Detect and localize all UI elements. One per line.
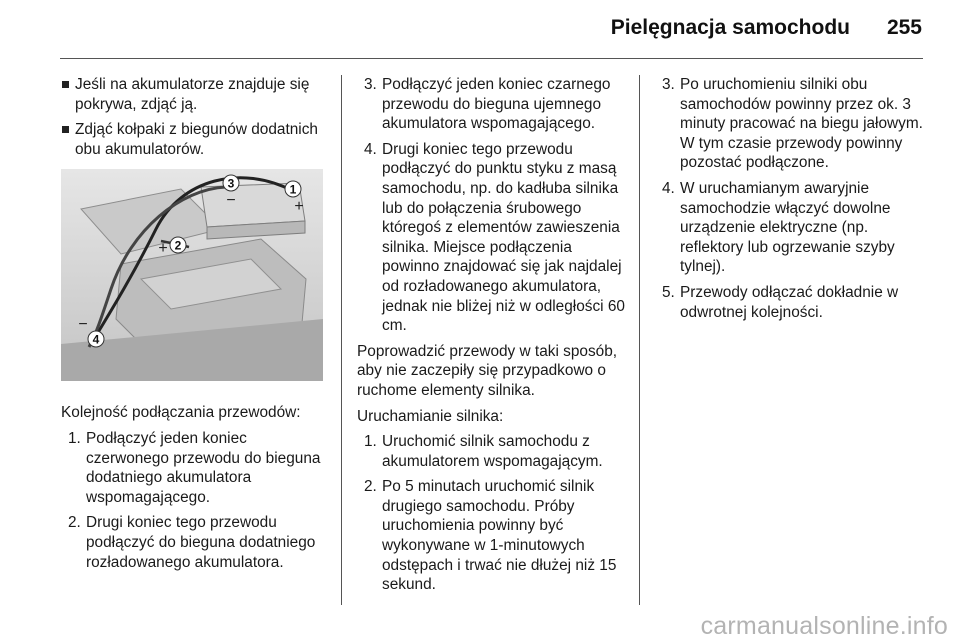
step-text: Po uruchomieniu silniki obu samochodów powinny przez ok. 3 minuty pracować na biegu jałowym. W tym czasie przewody powinny pozostać podłączone. — [680, 76, 923, 172]
engine-start-steps-continued — [655, 75, 927, 322]
step-number: 2. — [68, 514, 81, 532]
step-number: 5. — [662, 283, 675, 301]
step-number: 4. — [662, 179, 675, 197]
step-number: 4. — [364, 140, 377, 158]
step-item — [61, 429, 331, 507]
step-item — [357, 75, 629, 134]
connection-order-heading: Kolejność podłączania przewodów: — [61, 404, 301, 422]
column-2 — [357, 75, 629, 601]
step-item — [357, 140, 629, 336]
step-text: Uruchomić silnik samochodu z akumulatorem wspomagającym. — [382, 433, 603, 470]
connection-steps-continued — [357, 75, 629, 336]
step-item — [61, 513, 331, 572]
step-number: 1. — [364, 433, 377, 451]
step-item — [357, 477, 629, 595]
step-text: Podłączyć jeden koniec czarnego przewodu do bieguna ujemnego akumulatora wspomagającego. — [382, 76, 611, 133]
bullet-list — [61, 75, 331, 159]
step-number: 1. — [68, 429, 81, 447]
engine-start-steps — [357, 432, 629, 595]
bullet-item: Jeśli na akumulatorze znajduje się pokrywa, zdjąć ją. — [61, 75, 331, 114]
plus-sign: + — [294, 198, 304, 216]
minus-sign: − — [78, 316, 88, 334]
step-text: Drugi koniec tego przewodu podłączyć do bieguna dodatniego rozładowanego akumulatora. — [86, 514, 316, 571]
engine-bay-drawing — [61, 169, 323, 381]
footer-watermark: carmanualsonline.info — [700, 612, 948, 640]
header-divider — [60, 58, 923, 59]
page-header-title: Pielęgnacja samochodu — [610, 16, 850, 39]
step-text: Przewody odłączać dokładnie w odwrotnej kolejności. — [680, 283, 899, 321]
minus-sign: − — [226, 192, 236, 210]
column-1 — [61, 75, 331, 578]
step-item — [655, 283, 927, 322]
step-number: 3. — [364, 76, 377, 93]
step-text: Po 5 minutach uruchomić silnik drugiego samochodu. Próby uruchomienia powinny być wykonywane w 1-minutowych odstępach i trwać nie dłużej niż 15 sekund. — [382, 478, 617, 594]
step-number: 3. — [662, 76, 675, 93]
step-item — [655, 75, 927, 173]
engine-start-heading: Uruchamianie silnika: — [357, 407, 504, 425]
column-divider — [341, 75, 342, 605]
label-1: 1 — [289, 182, 297, 197]
page-number: 255 — [886, 16, 922, 39]
label-3: 3 — [227, 176, 235, 191]
step-text: Podłączyć jeden koniec czerwonego przewodu do bieguna dodatniego akumulatora wspomagającego. — [86, 429, 321, 506]
step-number: 2. — [364, 478, 377, 496]
label-2: 2 — [174, 238, 182, 253]
step-text: W uruchamianym awaryjnie samochodzie włączyć dowolne urządzenie elektryczne (np. reflektory lub ogrzewanie szyby tylnej). — [680, 179, 895, 276]
column-divider — [639, 75, 640, 605]
cable-routing-note: Poprowadzić przewody w taki sposób, aby nie zaczepiły się przypadkowo o ruchome elementy silnika. — [357, 342, 618, 399]
step-text: Drugi koniec tego przewodu podłączyć do punktu styku z masą samochodu, np. do kadłuba silnika lub do połączenia śrubowego któregoś z elementów zawieszenia silnika. Miejsce podłączenia powinno znajdować się jak najdalej od rozładowanego akumulatora, jednak nie bliżej niż w odległości 60 cm. — [382, 140, 625, 335]
step-item — [655, 179, 927, 277]
jump-start-illustration — [61, 169, 323, 381]
step-item — [357, 432, 629, 471]
bullet-item: Zdjąć kołpaki z biegunów dodatnich obu akumulatorów. — [61, 120, 331, 159]
column-3 — [655, 75, 927, 328]
connection-steps — [61, 429, 331, 572]
label-4: 4 — [92, 332, 100, 347]
plus-sign: + — [158, 240, 168, 258]
